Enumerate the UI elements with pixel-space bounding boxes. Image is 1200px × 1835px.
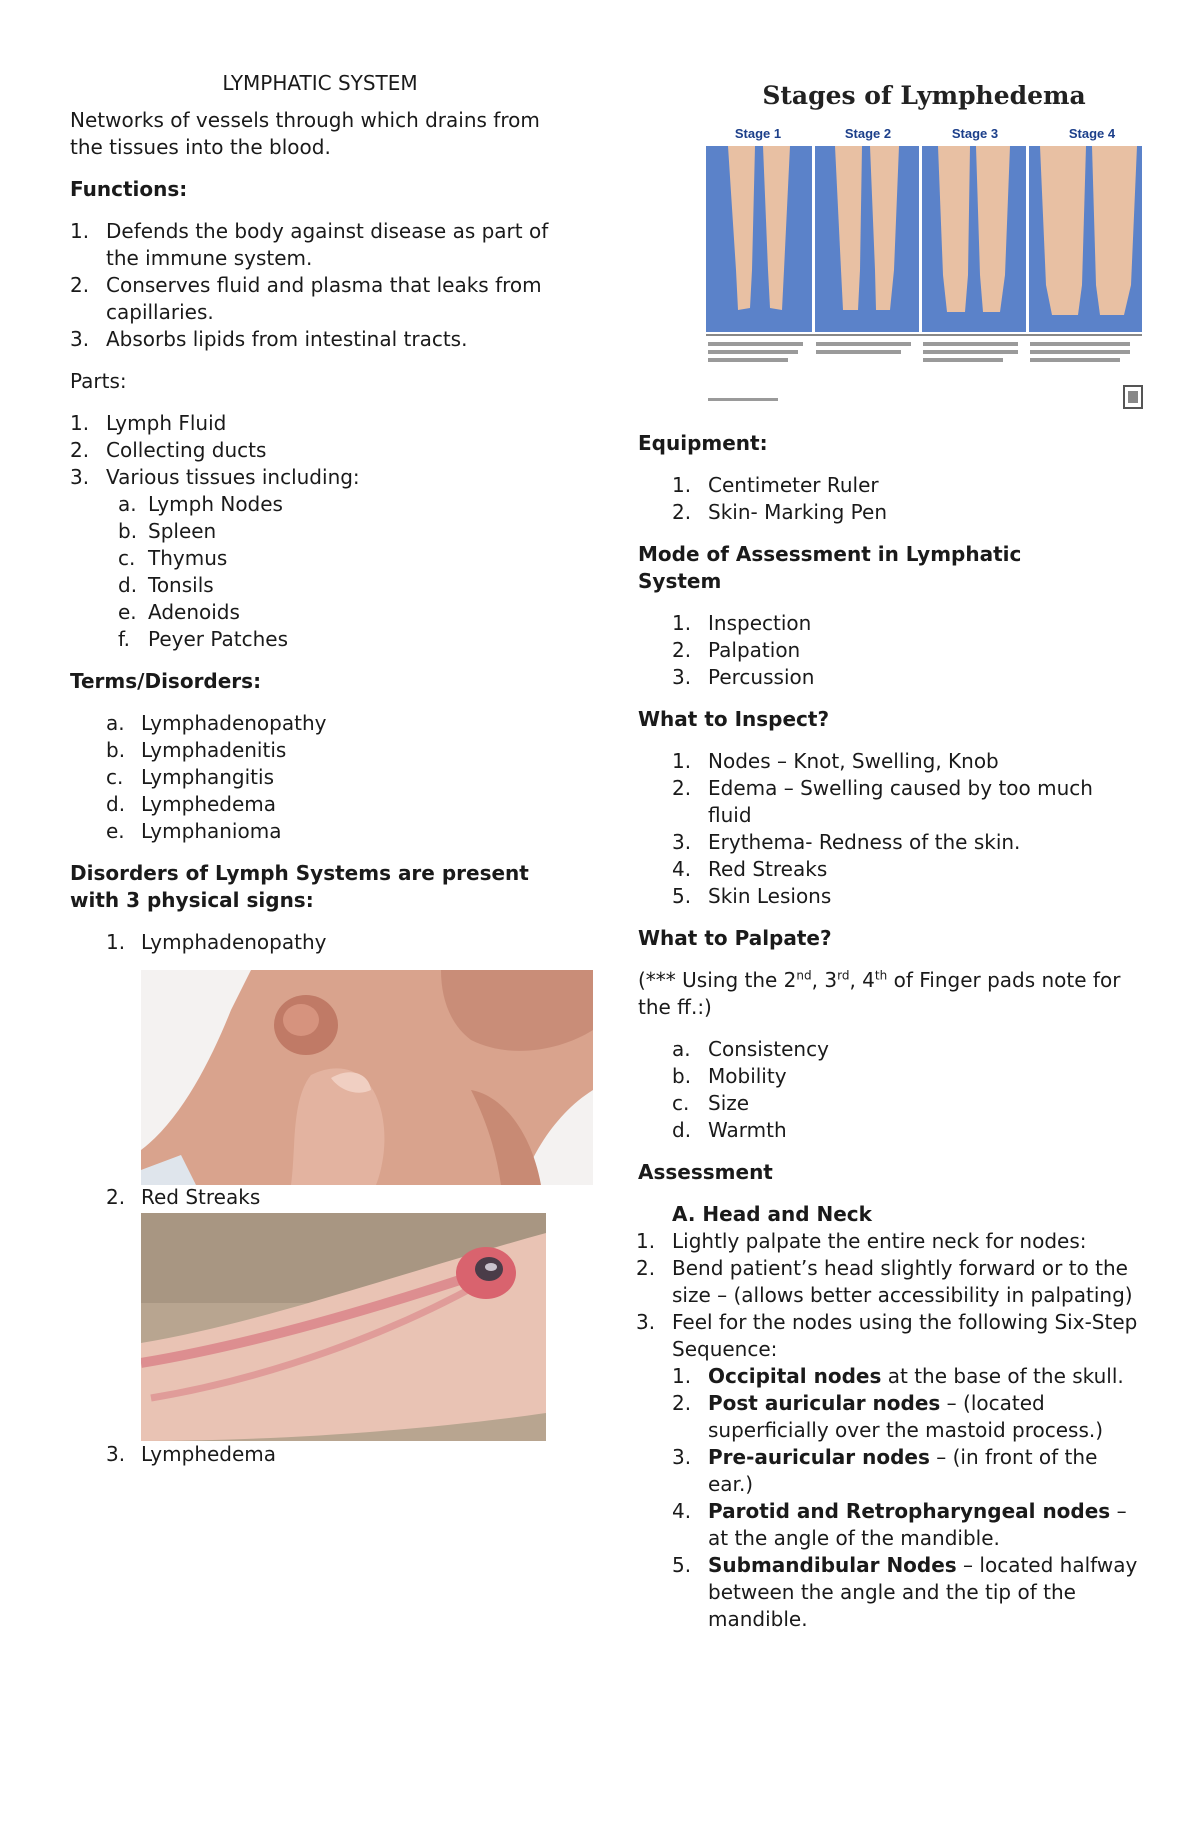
inspect-heading: What to Inspect? (638, 707, 830, 731)
list-item: 4. Red Streaks (672, 857, 828, 881)
left-column (70, 0, 570, 956)
stage-label: Stage 2 (844, 126, 892, 141)
list-item: a. Consistency (672, 1037, 829, 1061)
tissues-list (118, 491, 570, 653)
lymphedema-stages-image (700, 70, 1148, 415)
list-item: b. Spleen (118, 519, 217, 543)
list-item: 2. Skin- Marking Pen (672, 500, 888, 524)
list-item: 2. Collecting ducts (70, 438, 267, 462)
list-item: 2. Conserves fluid and plasma that leaks from capillaries. (70, 273, 542, 324)
modes-list (672, 610, 1138, 691)
list-item: 3. Pre-auricular nodes – (in front of the ear.) (672, 1445, 1098, 1496)
list-item: 2. Bend patient’s head slightly forward or to the size – (allows better accessibility in palpating) (636, 1256, 1133, 1307)
signs-list-2 (106, 1184, 541, 1211)
list-item: 1. Occipital nodes at the base of the skull. (672, 1364, 1124, 1388)
arm-red-streak-image (141, 1213, 546, 1441)
list-item: d. Lymphedema (106, 792, 277, 816)
mode-heading: Mode of Assessment in Lymphatic System (638, 542, 1022, 593)
list-item: d. Warmth (672, 1118, 787, 1142)
equipment-list (672, 472, 1138, 526)
intro-text: Networks of vessels through which drains from the tissues into the blood. (70, 108, 540, 159)
list-item: d. Tonsils (118, 573, 214, 597)
list-item: 1. Lightly palpate the entire neck for nodes: (636, 1229, 1087, 1253)
parts-heading: Parts: (70, 369, 127, 393)
list-item: 1. Inspection (672, 611, 812, 635)
palpate-heading: What to Palpate? (638, 926, 832, 950)
list-item: 1. Nodes – Knot, Swelling, Knob (672, 749, 999, 773)
list-item: 4. Parotid and Retropharyngeal nodes – at the angle of the mandible. (672, 1499, 1127, 1550)
page-title: LYMPHATIC SYSTEM (222, 71, 418, 95)
functions-list (70, 218, 570, 353)
list-item: c. Thymus (118, 546, 228, 570)
list-item: c. Size (672, 1091, 750, 1115)
list-item: 5. Submandibular Nodes – located halfway between the angle and the tip of the mandible. (672, 1553, 1138, 1631)
list-item: 2. Palpation (672, 638, 801, 662)
lymphedema-stages-figure (700, 70, 1148, 415)
head-neck-heading: A. Head and Neck (672, 1202, 872, 1226)
list-item: 3. Percussion (672, 665, 815, 689)
list-item: 5. Skin Lesions (672, 884, 832, 908)
list-item: 3. Erythema- Redness of the skin. (672, 830, 1021, 854)
list-item: e. Adenoids (118, 600, 240, 624)
list-item: 2. Post auricular nodes – (located superficially over the mastoid process.) (672, 1391, 1104, 1442)
signs-list-3 (106, 1441, 541, 1468)
list-item: e. Lymphanioma (106, 819, 282, 843)
list-item: 3. Feel for the nodes using the following Six-Step Sequence: (636, 1310, 1138, 1361)
palpate-note: (*** Using the 2nd, 3rd, 4th of Finger pads note for the ff.:) (638, 968, 1121, 1019)
list-item: a. Lymphadenopathy (106, 711, 327, 735)
stage-label: Stage 1 (734, 126, 782, 141)
signs-list (106, 929, 570, 956)
list-item: b. Lymphadenitis (106, 738, 287, 762)
list-item: 2. Red Streaks (106, 1185, 261, 1209)
list-item: 3. Various tissues including: (70, 465, 360, 489)
sign-3-block (106, 1441, 541, 1468)
lymphadenopathy-photo (141, 970, 593, 1185)
sign-2-block (106, 1184, 541, 1211)
stage-label: Stage 4 (1068, 126, 1116, 141)
stage-label: Stage 3 (951, 126, 999, 141)
right-column (638, 430, 1138, 1633)
list-item: 1. Lymphadenopathy (106, 930, 327, 954)
palpate-list (672, 1036, 1138, 1144)
terms-list (106, 710, 570, 845)
red-streaks-photo (141, 1213, 546, 1441)
list-item: c. Lymphangitis (106, 765, 274, 789)
list-item: 2. Edema – Swelling caused by too much fluid (672, 776, 1093, 827)
list-item: 3. Absorbs lipids from intestinal tracts. (70, 327, 468, 351)
steps-list (636, 1228, 1138, 1363)
neck-swelling-image (141, 970, 593, 1185)
list-item: 1. Defends the body against disease as part of the immune system. (70, 219, 549, 270)
equipment-heading: Equipment: (638, 431, 768, 455)
assessment-heading: Assessment (638, 1160, 773, 1184)
sequence-list (672, 1363, 1138, 1633)
terms-heading: Terms/Disorders: (70, 669, 262, 693)
list-item: 3. Lymphedema (106, 1442, 277, 1466)
figure-title: Stages of Lymphedema (762, 81, 1086, 110)
list-item: b. Mobility (672, 1064, 787, 1088)
parts-list (70, 410, 570, 491)
functions-heading: Functions: (70, 177, 188, 201)
list-item: f. Peyer Patches (118, 627, 289, 651)
list-item: a. Lymph Nodes (118, 492, 283, 516)
list-item: 1. Centimeter Ruler (672, 473, 879, 497)
signs-heading: Disorders of Lymph Systems are present with 3 physical signs: (70, 861, 529, 912)
list-item: 1. Lymph Fluid (70, 411, 227, 435)
inspect-list (672, 748, 1138, 910)
